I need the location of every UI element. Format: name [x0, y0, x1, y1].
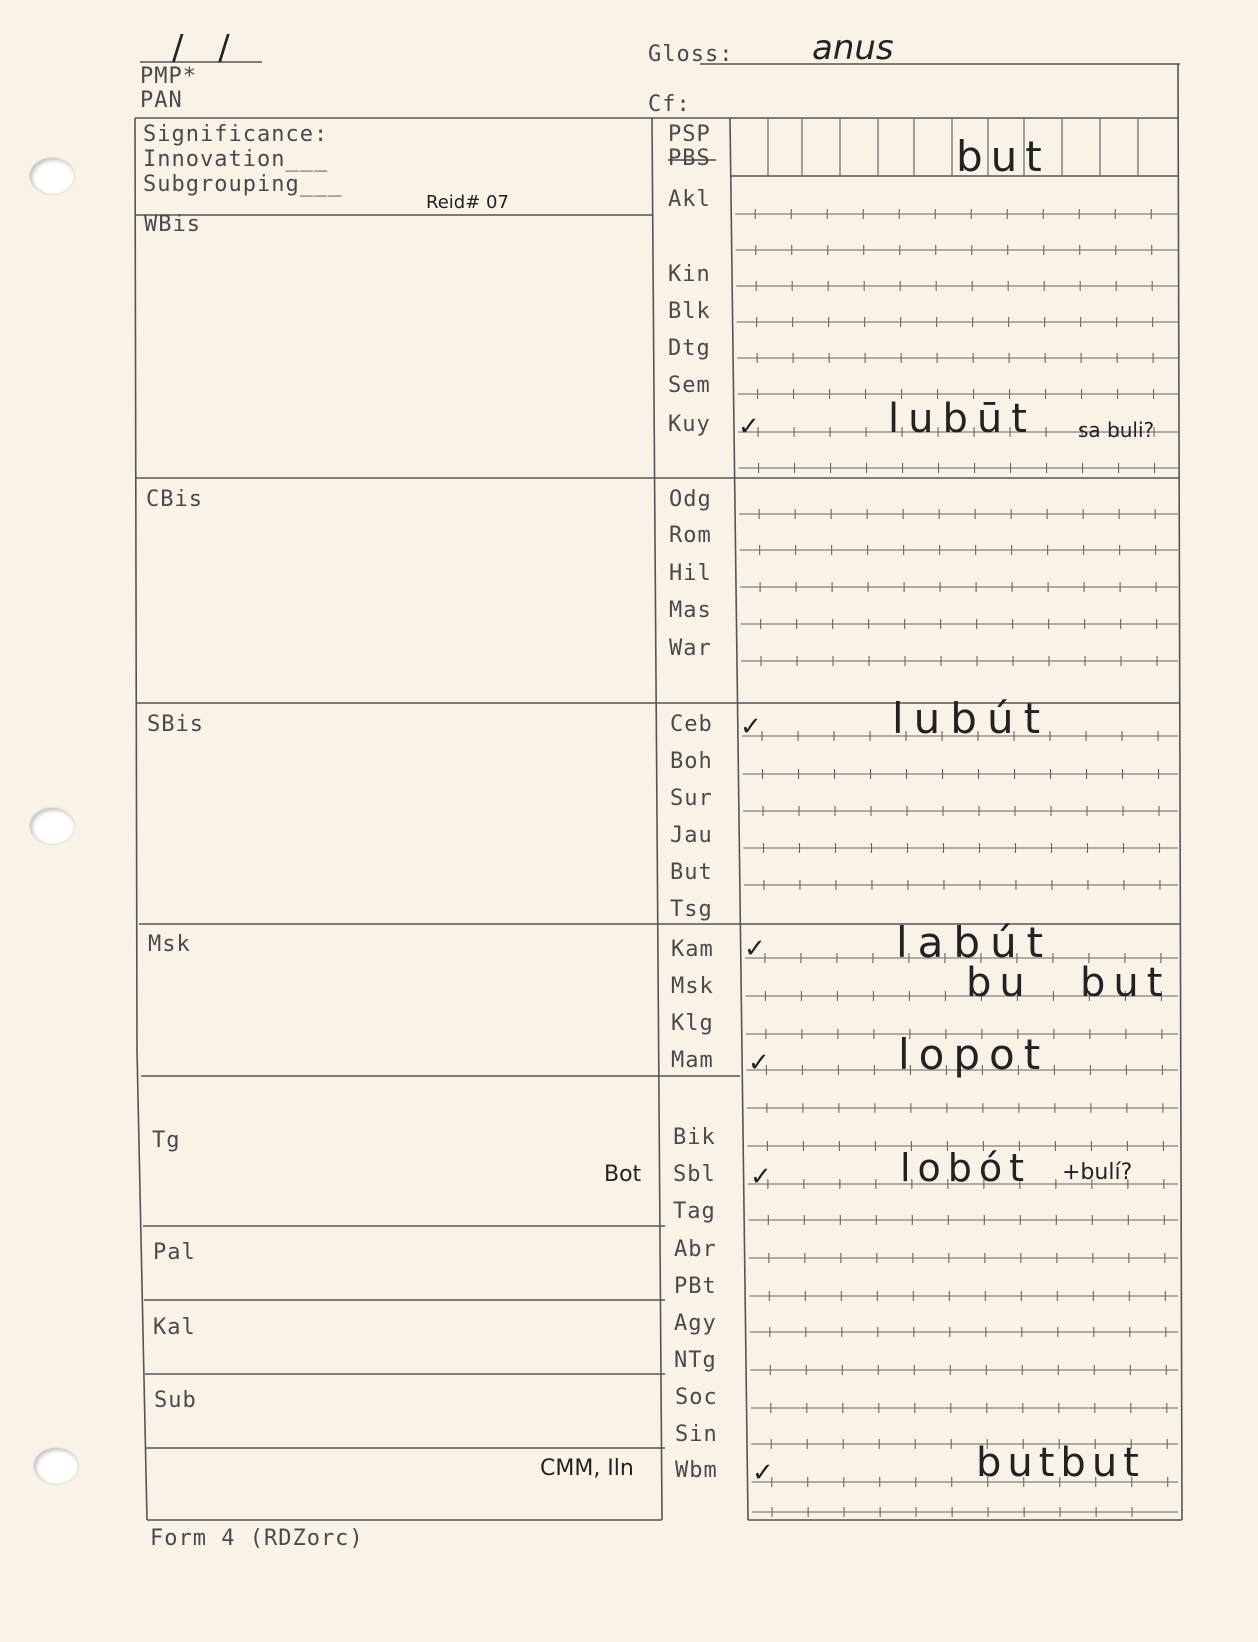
group-msk: Msk — [148, 932, 191, 957]
ceb-check: ✓ — [740, 712, 762, 742]
gloss-value: anus — [812, 28, 894, 68]
lang-but: But — [670, 860, 713, 885]
pan-label: PAN — [140, 88, 183, 113]
mam-check: ✓ — [748, 1048, 770, 1078]
pmp-label: PMP* — [140, 64, 197, 89]
psp-form: but — [956, 132, 1050, 181]
lang-tsg: Tsg — [670, 897, 713, 922]
innovation-label: Innovation___ — [143, 147, 329, 172]
form-label: Form 4 (RDZorc) — [150, 1526, 364, 1551]
mam-form: lopot — [898, 1030, 1050, 1079]
lang-ntg: NTg — [674, 1348, 717, 1373]
lang-jau: Jau — [670, 823, 713, 848]
subgrouping-label: Subgrouping___ — [143, 172, 343, 197]
lang-pbs: PBS — [668, 146, 711, 171]
lang-msk: Msk — [671, 974, 714, 999]
lang-bik: Bik — [673, 1125, 716, 1150]
kam-check: ✓ — [744, 934, 766, 964]
lang-akl: Akl — [668, 187, 711, 212]
group-cbis: CBis — [146, 487, 203, 512]
kuy-form: lubūt — [888, 396, 1036, 442]
msk-form-2: but — [1080, 960, 1171, 1006]
sbl-margin: Bot — [604, 1162, 642, 1187]
sbl-check: ✓ — [750, 1162, 772, 1192]
wbm-margin: CMM, Iln — [540, 1456, 634, 1481]
lang-kuy: Kuy — [668, 412, 711, 437]
lang-war: War — [669, 636, 712, 661]
kam-form: labút — [896, 918, 1054, 967]
sbl-note: +bulí? — [1062, 1160, 1133, 1185]
lang-ceb: Ceb — [670, 712, 713, 737]
group-kal: Kal — [153, 1315, 196, 1340]
lang-odg: Odg — [669, 487, 712, 512]
group-tg: Tg — [152, 1128, 181, 1153]
lang-kin: Kin — [668, 262, 711, 287]
sbl-form: lobót — [900, 1146, 1032, 1190]
lang-wbm: Wbm — [675, 1458, 718, 1483]
wbm-form: butbut — [976, 1440, 1145, 1486]
lang-pbt: PBt — [674, 1274, 717, 1299]
lang-tag: Tag — [673, 1199, 716, 1224]
cf-label: Cf: — [648, 92, 691, 117]
significance-title: Significance: — [143, 122, 329, 147]
date-slashes: / / — [172, 28, 242, 68]
lang-blk: Blk — [668, 299, 711, 324]
reid-note: Reid# 07 — [426, 192, 509, 213]
group-wbis: WBis — [144, 212, 201, 237]
lang-klg: Klg — [671, 1011, 714, 1036]
lang-sem: Sem — [668, 373, 711, 398]
ceb-form: lubút — [892, 694, 1051, 743]
lang-psp: PSP — [668, 122, 711, 147]
lang-abr: Abr — [674, 1237, 717, 1262]
kuy-check: ✓ — [738, 412, 760, 442]
lang-sbl: Sbl — [673, 1162, 716, 1187]
lang-mas: Mas — [669, 598, 712, 623]
kuy-note: sa buli? — [1078, 418, 1155, 442]
lang-dtg: Dtg — [668, 336, 711, 361]
lang-sur: Sur — [670, 786, 713, 811]
lang-sin: Sin — [675, 1422, 718, 1447]
group-sub: Sub — [154, 1388, 197, 1413]
lang-rom: Rom — [669, 523, 712, 548]
lang-kam: Kam — [671, 937, 714, 962]
wbm-check: ✓ — [752, 1458, 774, 1488]
lang-boh: Boh — [670, 749, 713, 774]
group-pal: Pal — [153, 1240, 196, 1265]
lang-agy: Agy — [674, 1311, 717, 1336]
lang-mam: Mam — [671, 1048, 714, 1073]
gloss-label: Gloss: — [648, 42, 734, 67]
msk-form-1: bu — [966, 960, 1033, 1006]
lang-soc: Soc — [675, 1385, 718, 1410]
lang-hil: Hil — [669, 561, 712, 586]
group-sbis: SBis — [147, 712, 204, 737]
